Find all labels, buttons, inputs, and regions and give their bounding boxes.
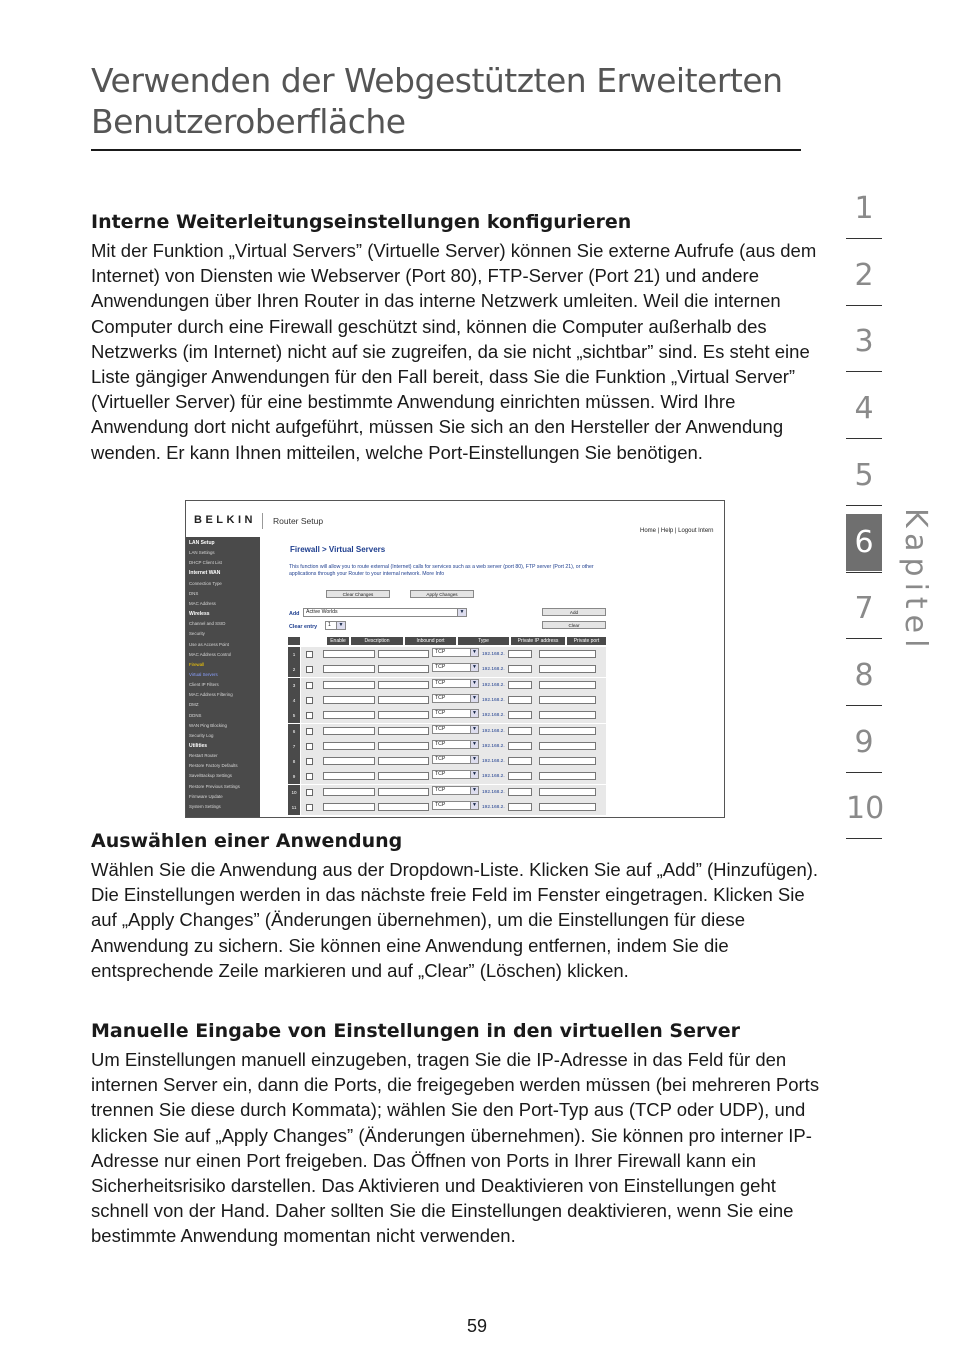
- chapter-tab-9[interactable]: 9: [854, 724, 874, 760]
- private-port-field[interactable]: [539, 650, 596, 658]
- private-port-field[interactable]: [539, 711, 596, 719]
- sidebar-item: Wireless: [189, 611, 210, 618]
- description-field[interactable]: [323, 681, 375, 689]
- private-port-field[interactable]: [539, 788, 596, 796]
- chevron-down-icon: ▼: [470, 649, 478, 656]
- description-field[interactable]: [323, 650, 375, 658]
- belkin-logo: BELKIN: [194, 514, 256, 526]
- table-row: [288, 739, 606, 754]
- chapter-tab-8[interactable]: 8: [854, 657, 874, 693]
- enable-checkbox[interactable]: [306, 712, 313, 719]
- clear-entry-dropdown[interactable]: [325, 621, 346, 630]
- inbound-port-field[interactable]: [378, 772, 429, 780]
- description-field[interactable]: [323, 696, 375, 704]
- private-ip-field[interactable]: [508, 788, 532, 796]
- page-title: [91, 60, 811, 142]
- sidebar-item[interactable]: Client IP Filters: [189, 682, 219, 688]
- description-field[interactable]: [323, 742, 375, 750]
- chevron-down-icon: ▼: [470, 726, 478, 733]
- page-title-line1: Verwenden der Webgestützten Erweiterten: [91, 61, 783, 100]
- router-setup-title: Router Setup: [273, 516, 324, 526]
- private-port-field[interactable]: [539, 742, 596, 750]
- sidebar-item: Internet WAN: [189, 570, 221, 577]
- chevron-down-icon: ▼: [470, 741, 478, 748]
- section-heading-select-application: Auswählen einer Anwendung: [91, 830, 403, 852]
- sidebar-item[interactable]: DHCP Client List: [189, 560, 222, 566]
- firewall-title: Firewall > Virtual Servers: [290, 545, 386, 554]
- sidebar-item[interactable]: Use as Access Point: [189, 641, 230, 647]
- sidebar-item[interactable]: Save/Backup Settings: [189, 773, 232, 779]
- table-row: [288, 662, 606, 677]
- type-select[interactable]: [432, 801, 479, 810]
- chapter-divider: [846, 505, 882, 506]
- chevron-down-icon: ▼: [336, 622, 345, 629]
- sidebar-item: LAN Setup: [189, 540, 215, 546]
- sidebar-item[interactable]: Firmware Update: [189, 793, 223, 799]
- page-number: 59: [466, 1316, 488, 1336]
- title-rule: [91, 149, 801, 151]
- firewall-description: This function will allow you to route external (Internet) calls for services such as a web server (port 80), FTP server (Port 21), or other applications through your Router to your internal network. More Info: [289, 564, 594, 577]
- section-paragraph-select-application: Wählen Sie die Anwendung aus der Dropdown-Liste. Klicken Sie auf „Add” (Hinzufügen). Die Einstellungen werden in das nächste freie Feld im Fenster eingetragen. Klicken Sie auf „Apply Changes” (Änderungen übernehmen), um die Einstellungen für diese Anwendung zu sichern. Sie können eine Anwendung entfernen, indem Sie die entsprechende Zeile markieren und auf „Clear” (Löschen) klicken.: [91, 859, 819, 981]
- description-field[interactable]: [323, 665, 375, 673]
- row-number: 9: [288, 769, 300, 784]
- chapter-divider: [846, 572, 882, 573]
- clear-entry-label: Clear entry: [289, 624, 318, 630]
- private-port-field[interactable]: [539, 757, 596, 765]
- sidebar-item[interactable]: Virtual Servers: [189, 671, 218, 677]
- add-button[interactable]: Add: [542, 608, 606, 616]
- chapter-divider: [846, 838, 882, 839]
- type-select[interactable]: [432, 725, 479, 734]
- enable-checkbox[interactable]: [306, 743, 313, 750]
- inbound-port-field[interactable]: [378, 711, 429, 719]
- type-select[interactable]: [432, 648, 479, 657]
- chapter-divider: [846, 238, 882, 239]
- sidebar-item[interactable]: DMZ: [189, 702, 199, 708]
- type-value: TCP: [435, 694, 446, 701]
- chapter-tab-1[interactable]: 1: [854, 191, 874, 226]
- type-value: TCP: [435, 725, 446, 732]
- router-sidebar: [186, 537, 260, 817]
- private-ip-prefix: 192.168.2.: [482, 774, 505, 780]
- column-header: Enable: [327, 637, 349, 645]
- private-ip-field[interactable]: [508, 711, 532, 719]
- private-ip-prefix: 192.168.2.: [482, 789, 505, 795]
- row-number: 4: [288, 693, 300, 708]
- private-port-field[interactable]: [539, 681, 596, 689]
- table-row: [288, 800, 606, 815]
- private-port-field[interactable]: [539, 727, 596, 735]
- description-field[interactable]: [323, 711, 375, 719]
- inbound-port-field[interactable]: [378, 742, 429, 750]
- private-ip-field[interactable]: [508, 696, 532, 704]
- private-ip-prefix: 192.168.2.: [482, 759, 505, 765]
- enable-checkbox[interactable]: [306, 666, 313, 673]
- row-number: 5: [288, 708, 300, 723]
- apply-changes-button[interactable]: Apply Changes: [410, 590, 474, 598]
- type-select[interactable]: [432, 755, 479, 764]
- router-header: [186, 501, 724, 539]
- column-header: Private IP address: [511, 637, 565, 645]
- enable-checkbox[interactable]: [306, 804, 313, 811]
- chapter-divider: [846, 638, 882, 639]
- top-links[interactable]: Home | Help | Logout Intern: [640, 528, 714, 534]
- private-ip-field[interactable]: [508, 681, 532, 689]
- inbound-port-field[interactable]: [378, 803, 429, 811]
- column-header: Private port: [567, 637, 606, 645]
- type-value: TCP: [435, 802, 446, 808]
- chapter-tab-5[interactable]: 5: [854, 457, 874, 493]
- sidebar-item[interactable]: Connection Type: [189, 580, 222, 586]
- application-dropdown[interactable]: [303, 608, 467, 617]
- enable-checkbox[interactable]: [306, 728, 313, 735]
- sidebar-item[interactable]: Restore Factory Defaults: [189, 763, 238, 769]
- private-ip-prefix: 192.168.2.: [482, 697, 505, 703]
- router-setup-screenshot: [185, 500, 725, 818]
- sidebar-item[interactable]: MAC Address Control: [189, 651, 232, 657]
- description-field[interactable]: [323, 772, 375, 780]
- private-ip-prefix: 192.168.2.: [482, 743, 505, 749]
- table-row: [288, 708, 606, 723]
- type-select[interactable]: [432, 694, 479, 703]
- type-value: TCP: [435, 771, 446, 778]
- row-number: 3: [288, 678, 300, 693]
- type-select[interactable]: [432, 770, 479, 779]
- type-value: TCP: [435, 664, 446, 671]
- description-field[interactable]: [323, 757, 375, 765]
- private-port-field[interactable]: [539, 665, 596, 673]
- private-ip-prefix: 192.168.2.: [482, 652, 505, 657]
- row-number: 8: [288, 754, 300, 769]
- sidebar-item[interactable]: MAC Address: [189, 600, 216, 606]
- enable-checkbox[interactable]: [306, 789, 313, 796]
- sidebar-item[interactable]: Firewall: [189, 661, 205, 667]
- chapter-tab-2[interactable]: 2: [854, 257, 874, 293]
- enable-checkbox[interactable]: [306, 773, 313, 780]
- chapter-divider: [846, 305, 882, 306]
- private-port-field[interactable]: [539, 803, 596, 811]
- chapter-divider: [846, 371, 882, 372]
- type-value: TCP: [435, 710, 446, 717]
- row-number: 6: [288, 724, 300, 739]
- chevron-down-icon: ▼: [470, 664, 478, 671]
- enable-checkbox[interactable]: [306, 682, 313, 689]
- private-ip-field[interactable]: [508, 650, 532, 658]
- enable-checkbox[interactable]: [306, 758, 313, 765]
- section-heading-internal-forwarding: Interne Weiterleitungseinstellungen konfigurieren: [91, 211, 632, 233]
- chevron-down-icon: ▼: [470, 802, 478, 809]
- description-field[interactable]: [323, 788, 375, 796]
- sidebar-item[interactable]: MAC Address Filtering: [189, 692, 233, 698]
- private-ip-field[interactable]: [508, 772, 532, 780]
- description-field[interactable]: [323, 803, 375, 811]
- table-row: [288, 724, 606, 739]
- clear-changes-button[interactable]: Clear Changes: [326, 590, 390, 598]
- row-number: 2: [288, 662, 300, 677]
- sidebar-item[interactable]: Security: [189, 631, 205, 637]
- private-ip-field[interactable]: [508, 803, 532, 811]
- sidebar-item[interactable]: Security Log: [189, 732, 214, 738]
- table-row: [288, 647, 606, 662]
- sidebar-item[interactable]: WAN Ping Blocking: [189, 722, 227, 728]
- sidebar-item[interactable]: Channel and SSID: [189, 621, 226, 627]
- type-select[interactable]: [432, 740, 479, 749]
- section-paragraph-internal-forwarding: Mit der Funktion „Virtual Servers” (Virtuelle Server) können Sie externe Aufrufe (aus dem Internet) von Diensten wie Webserver (Port 80), FTP-Server (Port 21) und andere Anwendungen über Ihren Router in das interne Netzwerk umleiten. Weil die internen Computer durch eine Firewall geschützt sind, können die Computer außerhalb des Netzwerks (im Internet) nicht auf sie zugreifen, da sie nicht „sichtbar” sind. Es steht eine Liste gängiger Anwendungen für den Fall bereit, dass Sie die Funktion „Virtual Server” (Virtueller Server) für eine bestimmte Anwendung einrichten müssen. Wird Ihre Anwendung dort nicht aufgeführt, müssen Sie sich an den Hersteller der Anwendung wenden. Er kann Ihnen mitteilen, welche Port-Einstellungen Sie benötigen.: [91, 240, 817, 463]
- chapter-tab-6[interactable]: 6: [846, 514, 882, 571]
- chevron-down-icon: ▼: [470, 787, 478, 794]
- private-ip-field[interactable]: [508, 742, 532, 750]
- chapter-tab-7[interactable]: 7: [854, 591, 874, 627]
- type-value: TCP: [435, 649, 446, 655]
- private-ip-prefix: 192.168.2.: [482, 805, 505, 810]
- private-ip-field[interactable]: [508, 757, 532, 765]
- sidebar-item[interactable]: System Settings: [189, 803, 221, 809]
- sidebar-item[interactable]: DNS: [189, 590, 199, 596]
- inbound-port-field[interactable]: [378, 681, 429, 689]
- row-number: 1: [288, 647, 300, 662]
- type-select[interactable]: [432, 786, 479, 795]
- sidebar-item[interactable]: DDNS: [189, 712, 202, 718]
- chevron-down-icon: ▼: [470, 695, 478, 702]
- private-port-field[interactable]: [539, 696, 596, 704]
- type-value: TCP: [435, 786, 446, 793]
- type-select[interactable]: [432, 679, 479, 688]
- chapter-divider: [846, 705, 882, 706]
- private-ip-prefix: 192.168.2.: [482, 682, 505, 688]
- chevron-down-icon: ▼: [470, 771, 478, 778]
- private-ip-prefix: 192.168.2.: [482, 728, 505, 734]
- table-row: [288, 785, 606, 800]
- chapter-divider: [846, 438, 882, 439]
- section-paragraph-manual-entry: Um Einstellungen manuell einzugeben, tragen Sie die IP-Adresse in das Feld für den internen Server ein, dann die Ports, die freigegeben werden müssen (bei mehreren Ports trennen Sie diese durch Kommata); wählen Sie den Port-Typ aus (TCP oder UDP), und klicken Sie auf „Apply Changes” (Änderungen übernehmen). Sie können pro interner IP-Adresse nur einen Port freigeben. Das Öffnen von Ports in Ihrer Firewall kann ein Sicherheitsrisiko darstellen. Das Aktivieren und Deaktivieren von Einstellungen geht schnell von der Hand. Daher sollten Sie die Einstellungen deaktivieren, wenn Sie eine bestimmte Anwendung momentan nicht verwenden.: [91, 1049, 820, 1247]
- enable-checkbox[interactable]: [306, 651, 313, 658]
- type-value: TCP: [435, 679, 446, 686]
- add-label: Add: [289, 611, 300, 617]
- chapter-tab-4[interactable]: 4: [854, 391, 874, 427]
- sidebar-item[interactable]: Restart Router: [189, 753, 218, 759]
- sidebar-item[interactable]: LAN Settings: [189, 550, 215, 556]
- chapter-tab-3[interactable]: 3: [854, 324, 874, 360]
- inbound-port-field[interactable]: [378, 650, 429, 658]
- row-number: 10: [288, 785, 300, 800]
- type-value: TCP: [435, 756, 446, 763]
- sidebar-item: Utilities: [189, 743, 208, 749]
- inbound-port-field[interactable]: [378, 727, 429, 735]
- inbound-port-field[interactable]: [378, 665, 429, 673]
- router-content: [260, 537, 724, 817]
- chapter-tab-10[interactable]: 10: [846, 791, 885, 827]
- table-row: [288, 678, 606, 693]
- type-select[interactable]: [432, 709, 479, 718]
- kapitel-label: Kapitel: [898, 508, 933, 654]
- private-ip-prefix: 192.168.2.: [482, 713, 505, 719]
- chapter-divider: [846, 772, 882, 773]
- table-row: [288, 769, 606, 784]
- chevron-down-icon: ▼: [470, 710, 478, 717]
- inbound-port-field[interactable]: [378, 696, 429, 704]
- chevron-down-icon: ▼: [470, 756, 478, 763]
- row-number: 11: [288, 800, 300, 815]
- chevron-down-icon: ▼: [470, 680, 478, 687]
- private-ip-field[interactable]: [508, 727, 532, 735]
- chevron-down-icon: ▼: [457, 609, 466, 616]
- column-header: Type: [458, 637, 509, 645]
- private-ip-prefix: 192.168.2.: [482, 667, 505, 673]
- private-port-field[interactable]: [539, 772, 596, 780]
- column-header: Inbound port: [405, 637, 456, 645]
- sidebar-item[interactable]: Restore Previous Settings: [189, 783, 240, 789]
- type-value: TCP: [435, 740, 446, 747]
- type-select[interactable]: [432, 663, 479, 672]
- clear-button[interactable]: Clear: [542, 621, 606, 629]
- section-heading-manual-entry: Manuelle Eingabe von Einstellungen in den virtuellen Server: [91, 1020, 740, 1042]
- row-number: 7: [288, 739, 300, 754]
- inbound-port-field[interactable]: [378, 788, 429, 796]
- description-field[interactable]: [323, 727, 375, 735]
- enable-checkbox[interactable]: [306, 697, 313, 704]
- column-header: Description: [351, 637, 403, 645]
- inbound-port-field[interactable]: [378, 757, 429, 765]
- application-dropdown-value: Active Worlds: [306, 609, 338, 615]
- page-title-line2: Benutzeroberfläche: [91, 102, 406, 141]
- clear-entry-value: 1: [328, 622, 331, 628]
- private-ip-field[interactable]: [508, 665, 532, 673]
- table-row: [288, 754, 606, 769]
- table-row: [288, 693, 606, 708]
- row-number-header: [288, 637, 300, 645]
- header-separator: [262, 513, 263, 529]
